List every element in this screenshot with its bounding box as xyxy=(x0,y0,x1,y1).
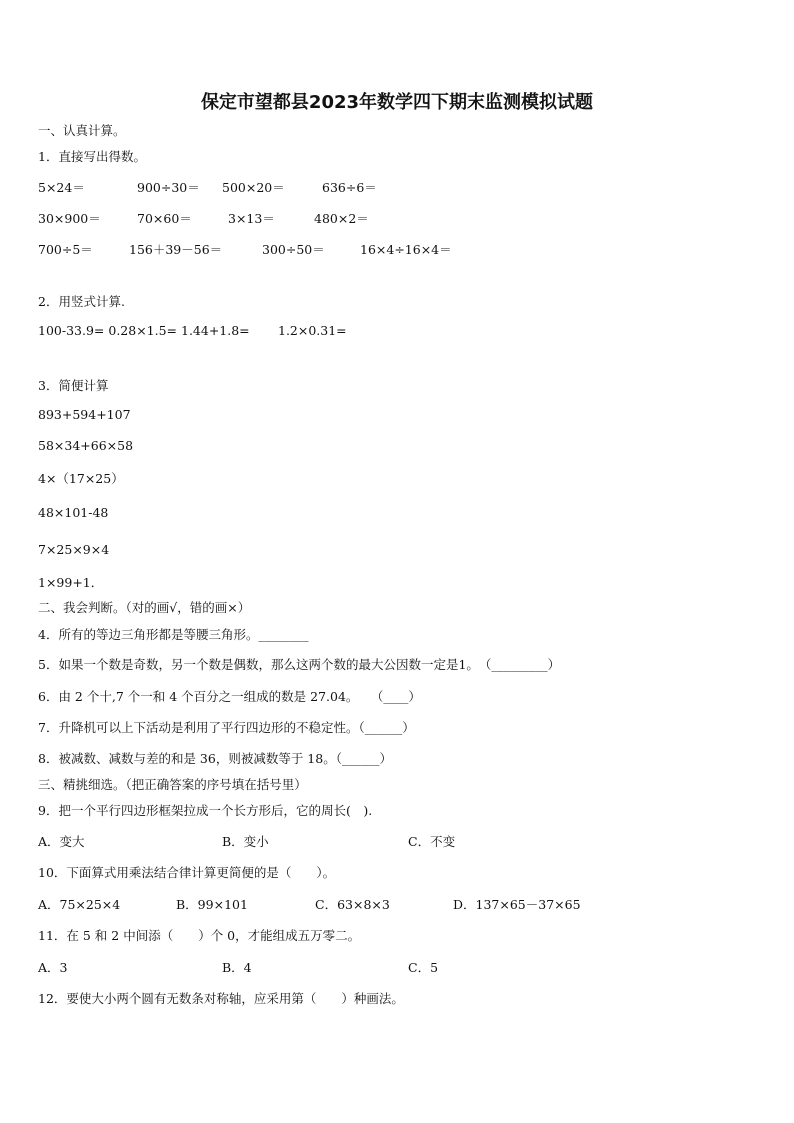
calc-item: 30×900＝ xyxy=(38,211,101,226)
calc-item: 900÷30＝ xyxy=(137,180,200,195)
section-1-heading: 一、认真计算。 xyxy=(38,123,126,138)
question-11-stem: 11．在 5 和 2 中间添（ ）个 0，才能组成五万零二。 xyxy=(38,928,361,943)
option-c: C．不变 xyxy=(408,834,456,849)
judge-item: 7．升降机可以上下活动是利用了平行四边形的不稳定性。（______） xyxy=(38,720,415,735)
calc-item: 16×4÷16×4＝ xyxy=(360,242,452,257)
calc-item: 480×2＝ xyxy=(314,211,369,226)
question-9-stem: 9．把一个平行四边形框架拉成一个长方形后，它的周长( ). xyxy=(38,803,373,818)
vertical-calc-items: 100-33.9= 0.28×1.5= 1.44+1.8= xyxy=(38,323,250,338)
simplify-item: 4×（17×25） xyxy=(38,471,124,486)
simplify-item: 48×101-48 xyxy=(38,505,109,520)
vertical-calc-item: 1.2×0.31= xyxy=(278,323,347,338)
calc-item: 156＋39－56＝ xyxy=(129,242,223,257)
option-a: A．3 xyxy=(38,960,68,975)
calc-item: 300÷50＝ xyxy=(262,242,325,257)
question-1-label: 1．直接写出得数。 xyxy=(38,149,146,164)
calc-item: 70×60＝ xyxy=(137,211,192,226)
page-title: 保定市望都县2023年数学四下期末监测模拟试题 xyxy=(200,92,594,113)
question-12-stem: 12．要使大小两个圆有无数条对称轴，应采用第（ ）种画法。 xyxy=(38,991,404,1006)
option-c: C．5 xyxy=(408,960,439,975)
calc-item: 700÷5＝ xyxy=(38,242,93,257)
simplify-item: 7×25×9×4 xyxy=(38,542,110,557)
judge-item: 4．所有的等边三角形都是等腰三角形。________ xyxy=(38,627,309,642)
question-2-label: 2．用竖式计算. xyxy=(38,294,125,309)
simplify-item: 58×34+66×58 xyxy=(38,438,134,453)
question-10-stem: 10．下面算式用乘法结合律计算更简便的是（ ）。 xyxy=(38,865,336,880)
judge-item: 8．被减数、减数与差的和是 36，则被减数等于 18。（______） xyxy=(38,751,392,766)
option-a: A．75×25×4 xyxy=(38,897,121,912)
judge-item: 6．由 2 个十,7 个一和 4 个百分之一组成的数是 27.04。 （____） xyxy=(38,689,421,704)
option-b: B．4 xyxy=(222,960,252,975)
option-a: A．变大 xyxy=(38,834,85,849)
calc-item: 3×13＝ xyxy=(228,211,275,226)
option-d: D．137×65－37×65 xyxy=(453,897,581,912)
section-3-heading: 三、精挑细选。（把正确答案的序号填在括号里） xyxy=(38,777,307,792)
question-3-label: 3．简便计算 xyxy=(38,378,109,393)
calc-item: 500×20＝ xyxy=(222,180,285,195)
calc-item: 5×24＝ xyxy=(38,180,85,195)
section-2-heading: 二、我会判断。（对的画√，错的画×） xyxy=(38,600,251,615)
option-b: B．变小 xyxy=(222,834,269,849)
judge-item: 5．如果一个数是奇数，另一个数是偶数，那么这两个数的最大公因数一定是1。 （_________） xyxy=(38,657,561,672)
simplify-item: 1×99+1． xyxy=(38,575,104,590)
calc-item: 636÷6＝ xyxy=(322,180,377,195)
option-c: C．63×8×3 xyxy=(315,897,390,912)
option-b: B．99×101 xyxy=(176,897,248,912)
simplify-item: 893+594+107 xyxy=(38,407,131,422)
